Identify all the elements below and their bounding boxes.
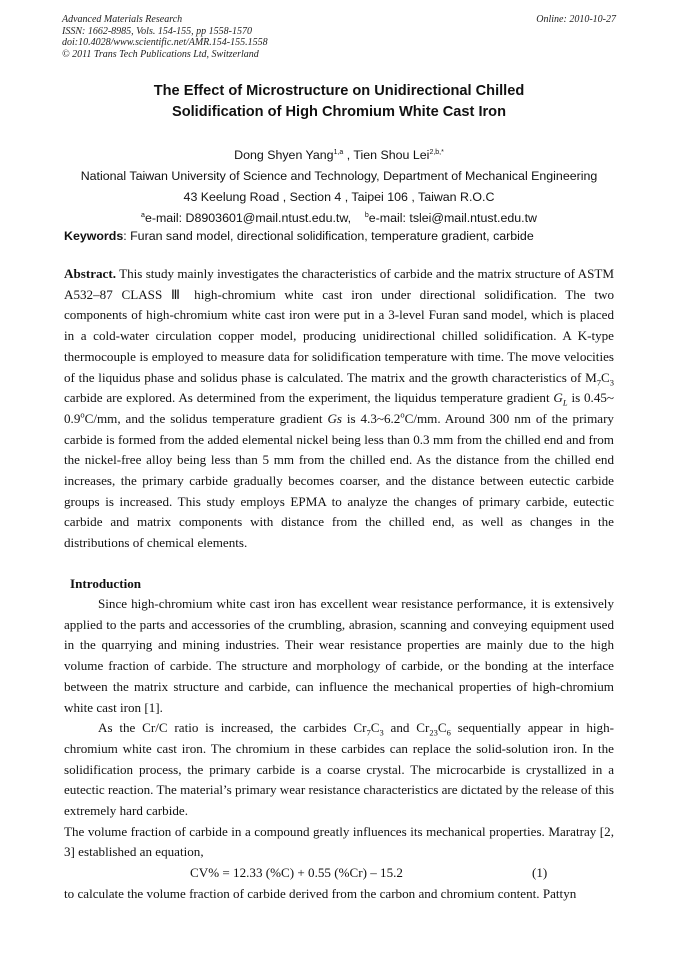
author-block <box>60 145 618 229</box>
keywords-text: : Furan sand model, directional solidification, temperature gradient, carbide <box>123 229 534 243</box>
email-a-sup: a <box>141 211 145 219</box>
title-line-1: The Effect of Microstructure on Unidirectional Chilled <box>153 83 525 99</box>
abstract-text-1: This study mainly investigates the characteristics of carbide and the matrix structure of ASTM A532–87 CLASS Ⅲ high-chromium white cast iron under directional solidification. The two components of high-chromium white cast iron were put in a 3-level Furan sand model, which is placed in a cold-water circulation copper model, producing unidirectional chilled solidification. A K-type thermocouple is employed to measure data for solidification temperature with time. The move velocities of the liquidus phase and solidus phase is calculated. The matrix and the growth characteristics of M <box>64 266 614 385</box>
author-2-sup: 2,b,* <box>429 148 444 156</box>
abstract-gl-sub: L <box>562 397 568 408</box>
abstract-degree-1: o <box>80 409 85 420</box>
doi-line: doi:10.4028/www.scientific.net/AMR.154-155.1558 <box>62 37 268 48</box>
abstract-text-5: is 4.3~6.2 <box>342 410 401 426</box>
introduction-section <box>64 594 614 905</box>
p2-text-d: C <box>437 720 447 736</box>
equation-formula: CV% = 12.33 (%C) + 0.55 (%Cr) – 15.2 <box>190 865 403 881</box>
p2-sub-3: 23 <box>429 727 438 738</box>
abstract-text-3: is 0.45~ 0.9 <box>64 390 614 426</box>
affiliation-line-1: National Taiwan University of Science and Technology, Department of Mechanical Engineering <box>80 169 598 183</box>
abstract-text-4: C/mm, and the solidus temperature gradient <box>84 410 328 426</box>
email-b-sup: b <box>364 211 369 219</box>
p2-text-e: sequentially appear in high-chromium white cast iron. The chromium in these carbides can replace the solid-solution iron. In the solidification process, the primary carbide is a coarse crystal. The microcarbide is crystallized in a eutectic reaction. The material’s primary wear resistance characteristics are dictated by the release of this extremely hard carbide. <box>64 720 615 819</box>
abstract-paragraph <box>64 264 614 554</box>
p2-sub-1: 7 <box>366 727 371 738</box>
abstract-degree-2: o <box>400 409 405 420</box>
equation-number: (1) <box>532 865 548 881</box>
abstract-text-c: C <box>601 369 610 385</box>
author-separator: , <box>343 148 354 162</box>
email-b[interactable]: e-mail: tslei@mail.ntust.edu.tw <box>368 211 537 225</box>
abstract-sub-7: 7 <box>596 377 602 388</box>
p2-text-b: C <box>370 720 380 736</box>
p2-text-a: As the Cr/C ratio is increased, the carbides Cr <box>98 720 367 736</box>
introduction-heading: Introduction <box>70 576 142 591</box>
intro-paragraph-3: The volume fraction of carbide in a compound greatly influences its mechanical properties. Maratray [2, 3] established an equation, <box>64 823 614 860</box>
copyright-line: © 2011 Trans Tech Publications Ltd, Switzerland <box>62 48 259 60</box>
author-1-sup: 1,a <box>333 148 344 156</box>
issn-line: ISSN: 1662-8985, Vols. 154-155, pp 1558-1570 <box>62 25 252 37</box>
p2-text-c: and Cr <box>383 720 430 736</box>
paper-title <box>70 81 608 123</box>
email-a[interactable]: e-mail: D8903601@mail.ntust.edu.tw, <box>144 211 352 225</box>
abstract-gs: Gs <box>327 410 342 426</box>
abstract-sub-3: 3 <box>609 377 614 388</box>
equation-1 <box>64 863 614 884</box>
abstract-text-6: C/mm. Around 300 nm of the primary carbide is formed from the added elemental nickel being less than 0.3 mm from the chilled end and from the nickel-free alloy being less than 5 mm from the chilled end. As the distance from the chilled end increases, the primary carbide gradually becomes coarser, and the distance between eutectic carbide groups is increased. This study employs EPMA to analyze the changes of primary carbide, eutectic carbide and matrix components with distance from the chilled end, as well as changes in the distributions of chemical elements. <box>64 410 614 551</box>
keywords-label: Keywords <box>64 229 124 243</box>
abstract-gl: G <box>553 390 563 406</box>
p2-sub-4: 6 <box>446 727 451 738</box>
journal-name: Advanced Materials Research <box>62 14 183 25</box>
abstract-label: Abstract. <box>64 266 116 281</box>
intro-paragraph-2 <box>64 718 614 822</box>
online-date: Online: 2010-10-27 <box>536 14 616 25</box>
abstract-text-2: carbide are explored. As determined from the experiment, the liquidus temperature gradient <box>64 390 554 406</box>
title-line-2: Solidification of High Chromium White Cast Iron <box>171 104 507 120</box>
author-2: Tien Shou Lei <box>353 148 430 162</box>
intro-paragraph-4: to calculate the volume fraction of carbide derived from the carbon and chromium content. Pattyn <box>64 885 577 901</box>
p2-sub-2: 3 <box>379 727 384 738</box>
author-line <box>60 145 618 166</box>
affiliation-line-2: 43 Keelung Road , Section 4 , Taipei 106 , Taiwan R.O.C <box>183 190 495 204</box>
author-1: Dong Shyen Yang <box>234 148 334 162</box>
keywords-line <box>64 228 614 244</box>
journal-header <box>62 14 616 60</box>
intro-paragraph-1: Since high-chromium white cast iron has excellent wear resistance performance, it is extensively applied to the parts and accessories of the crumbling, abrasion, scanning and conveying equipment used in the quarrying and mining industries. Their wear resistance properties are mainly due to the high volume fraction of carbide. The structure and morphology of carbide, or the bonding at the interface between the matrix structure and carbide, can influence the mechanical properties of high-chromium white cast iron [1]. <box>64 596 614 715</box>
email-line <box>60 208 618 229</box>
